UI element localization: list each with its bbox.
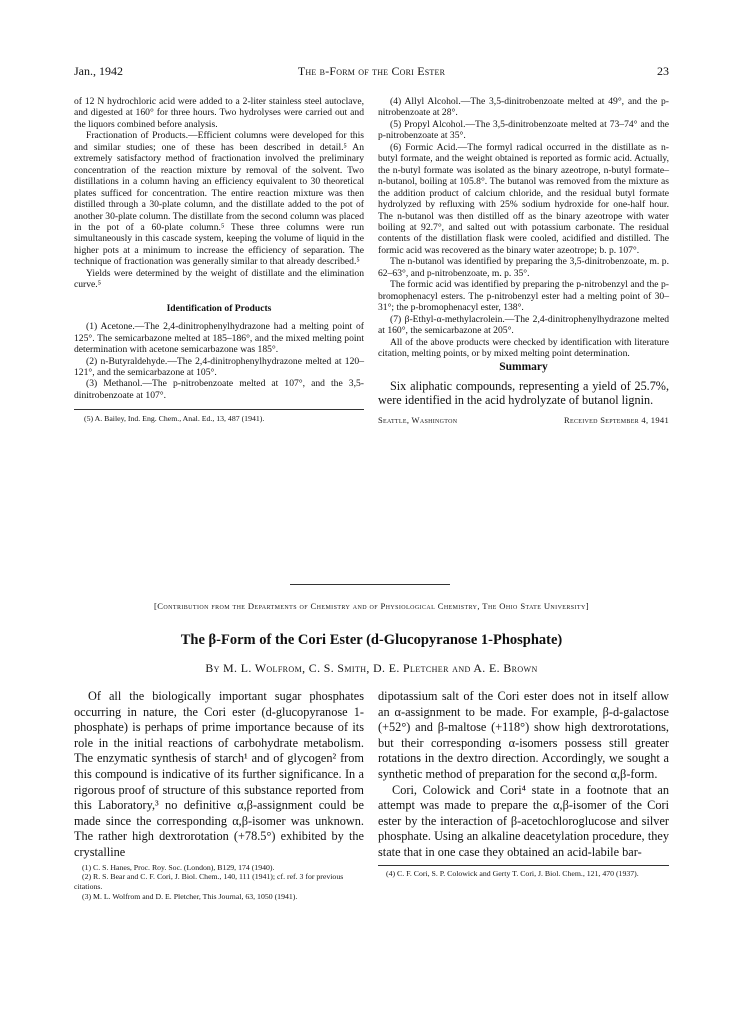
identification-item: (7) β-Ethyl-α-methylacrolein.—The 2,4-dinitrophenylhydrazone melted at 160°, the semicarbazone at 205°.: [378, 313, 669, 337]
identification-item: (6) Formic Acid.—The formyl radical occurred in the distillate as n-butyl formate, and the weight obtained is reported as formic acid. Actually, the n-butyl formate was isolated as the binary azeotrope, n-butyl formate–n-butanol, boiling at 105.8°. The butanol was removed from the mixture as the addition product of calcium chloride, and the residual butyl formate hydrolyzed by refluxing with 25% sodium hydroxide for one-half hour. The n-butanol was then distilled off as the binary azeotrope with water boiling at 92.7°, and salted out with potassium carbonate. The residual contents of the distillation flask were cooled, acidified and distilled. The formic acid was recovered as the binary water azeotrope; b. p. 107°.: [378, 141, 669, 256]
paragraph: dipotassium salt of the Cori ester does not in itself allow an α-assignment to be made. For example, β-d-galactose (+52°) and β-maltose (+118°) show high dextrorotations, but their corresponding α-isomers possess still greater rotations in the dextro direction. Accordingly, we sought a synthetic method of preparation for the second α,β-form.: [378, 689, 669, 781]
summary-text: Six aliphatic compounds, representing a yield of 25.7%, were identified in the acid hydrolyzate of butanol lignin.: [378, 378, 669, 408]
paragraph: Of all the biologically important sugar phosphates occurring in nature, the Cori ester (d-glucopyranose 1-phosphate) is perhaps of prime importance because of its role in the initial reactions of carbohydrate metabolism. The enzymatic synthesis of starch¹ and of glycogen² from this compound is indicative of its further significance. In a rigorous proof of structure of this substance reported from this Laboratory,³ no definitive α,β-assignment could be made since the corresponding α,β-isomer was unknown. The rather high dextrorotation (+78.5°) exhibited by the crystalline: [74, 689, 364, 859]
footnotes: [74, 863, 364, 902]
running-header: [74, 64, 669, 78]
received-date: Received September 4, 1941: [564, 415, 669, 426]
signoff: [378, 415, 669, 426]
identification-item: (5) Propyl Alcohol.—The 3,5-dinitrobenzoate melted at 73–74° and the p-nitrobenzoate at 35°.: [378, 118, 669, 142]
article-right-column: [378, 689, 669, 878]
footnote: (1) C. S. Hanes, Proc. Roy. Soc. (London), B129, 174 (1940).: [82, 862, 275, 872]
summary-heading: Summary: [499, 361, 548, 374]
footnote: (3) M. L. Wolfrom and D. E. Pletcher, This Journal, 63, 1050 (1941).: [82, 891, 298, 901]
article-divider: [290, 584, 450, 585]
paragraph: of 12 N hydrochloric acid were added to a 2-liter stainless steel autoclave, and digested at 160° for three hours. Two hydrolyses were carried out and the liquors combined before analysis.: [74, 96, 364, 130]
page-number: 23: [657, 64, 669, 78]
identification-item: (2) n-Butyraldehyde.—The 2,4-dinitrophenylhydrazone melted at 120–121°, and the semicarbazone at 105°.: [74, 355, 364, 378]
right-column: [378, 96, 669, 427]
footnote: (5) A. Bailey, Ind. Eng. Chem., Anal. Ed., 13, 487 (1941).: [74, 409, 364, 424]
paragraph: Cori, Colowick and Cori⁴ state in a footnote that an attempt was made to prepare the α,β-isomer of the Cori ester by the interaction of β-acetochloroglucose and silver phosphate. Using an alkaline deacetylation procedure, they state that in one case they obtained an acid-labile bar-: [378, 782, 669, 859]
article-title: The β-Form of the Cori Ester (d-Glucopyranose 1-Phosphate): [180, 632, 563, 648]
paragraph: Fractionation of Products.—Efficient columns were developed for this and similar studies; one of these has been described in detail.⁵ An extremely satisfactory method of fractionation involved the preliminary concentration of the reaction mixture by removal of the solvent. Two distillations in a column having an efficiency equivalent to 30 theoretical plates sufficed for concentration. The entire reaction mixture was then distilled through a 30-plate column, and the distillate added to the pot of another 30-plate column. The distillate from the second column was placed in the pot of a 60-plate column.⁵ These three columns were run simultaneously in this cascade system, keeping the volume of liquid in the higher pots at a minimum to increase the efficiency of separation. The technique of fractionation was generally similar to that already described.⁵: [74, 130, 364, 268]
paragraph: All of the above products were checked by identification with literature citation, melting points, or by mixed melting point determination.: [378, 336, 669, 359]
section-heading: Identification of Products: [166, 302, 272, 314]
left-column: [74, 96, 364, 424]
contribution-line: [Contribution from the Departments of Chemistry and of Physiological Chemistry, The Ohio State University]: [154, 601, 589, 611]
identification-item: (1) Acetone.—The 2,4-dinitrophenylhydrazone had a melting point of 125°. The semicarbazone melted at 185–186°, and the mixed melting point determination with acetone semicarbazone was 185°.: [74, 321, 364, 356]
identification-item: (4) Allyl Alcohol.—The 3,5-dinitrobenzoate melted at 49°, and the p-nitrobenzoate at 28°.: [378, 96, 669, 119]
identification-item: (3) Methanol.—The p-nitrobenzoate melted at 107°, and the 3,5-dinitrobenzoate at 107°.: [74, 378, 364, 401]
article-left-column: [74, 689, 364, 902]
footnote: (2) R. S. Bear and C. F. Cori, J. Biol. Chem., 140, 111 (1941); cf. ref. 3 for previous citations.: [74, 872, 344, 892]
paragraph: The n-butanol was identified by preparing the 3,5-dinitrobenzoate, m. p. 62–63°, and p-nitrobenzoate, m. p. 35°.: [378, 256, 669, 279]
header-title: The β-Form of the Cori Ester: [297, 64, 446, 78]
place: Seattle, Washington: [378, 415, 458, 426]
paragraph: Yields were determined by the weight of distillate and the elimination curve.⁵: [74, 267, 364, 291]
header-date: Jan., 1942: [74, 64, 123, 78]
paragraph: The formic acid was identified by preparing the p-nitrobenzyl and the p-bromophenacyl esters. The p-nitrobenzyl ester had a melting point of 30–31°; the p-bromophenacyl ester, 138°.: [378, 279, 669, 314]
footnote: (4) C. F. Cori, S. P. Colowick and Gerty T. Cori, J. Biol. Chem., 121, 470 (1937).: [378, 865, 669, 879]
authors: By M. L. Wolfrom, C. S. Smith, D. E. Pletcher and A. E. Brown: [205, 661, 538, 675]
